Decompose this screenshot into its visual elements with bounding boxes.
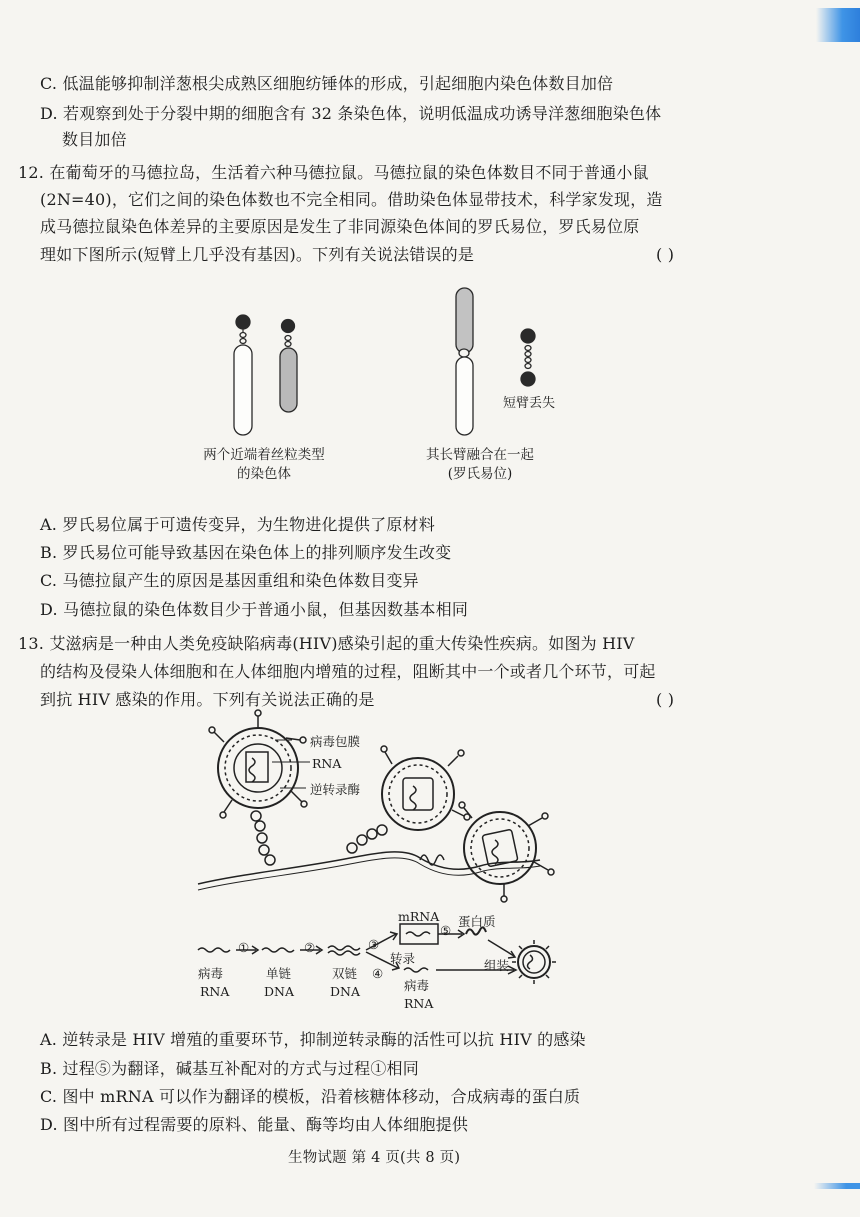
q12-answer-bracket: ( )	[656, 245, 675, 264]
step-2: ②	[304, 940, 316, 955]
q13-answer-bracket: ( )	[656, 690, 675, 709]
step-3: ③	[368, 937, 380, 952]
q13-stem: 13. 艾滋病是一种由人类免疫缺陷病毒(HIV)感染引起的重大传染性疾病。如图为 HIV	[18, 634, 635, 653]
label-ssdna-b: DNA	[264, 984, 294, 999]
q11-option-d: D. 若观察到处于分裂中期的细胞含有 32 条染色体，说明低温成功诱导洋葱细胞染色体	[40, 104, 662, 123]
q13-option-d: D. 图中所有过程需要的原料、能量、酶等均由人体细胞提供	[40, 1115, 469, 1134]
label-envelope: 病毒包膜	[310, 734, 361, 749]
q12-stem-3: 成马德拉鼠染色体差异的主要原因是发生了非同源染色体间的罗氏易位，罗氏易位原	[40, 217, 640, 236]
label-transcription: 转录	[390, 951, 416, 966]
q12-option-d: D. 马德拉鼠的染色体数目少于普通小鼠，但基因数基本相同	[40, 600, 469, 619]
label-dsdna-b: DNA	[330, 984, 360, 999]
q13-option-b: B. 过程⑤为翻译，碱基互补配对的方式与过程①相同	[40, 1059, 419, 1078]
caption-right-1: 其长臂融合在一起	[426, 447, 534, 463]
page-footer: 生物试题 第 4 页(共 8 页)	[288, 1150, 461, 1166]
label-dsdna: 双链	[332, 966, 358, 981]
label-short-arm-lost: 短臂丢失	[503, 396, 556, 411]
step-5: ⑤	[440, 923, 452, 938]
q13-stem-2: 的结构及侵染人体细胞和在人体细胞内增殖的过程，阻断其中一个或者几个环节，可起	[40, 662, 656, 681]
label-viral-rna-2: 病毒	[404, 978, 430, 993]
q12-option-b: B. 罗氏易位可能导致基因在染色体上的排列顺序发生改变	[40, 543, 452, 562]
hiv-particle	[209, 710, 307, 818]
label-protein: 蛋白质	[458, 914, 496, 929]
label-ssdna: 单链	[266, 966, 292, 981]
caption-left-1: 两个近端着丝粒类型	[203, 447, 325, 463]
q12-stem-2: (2N=40)，它们之间的染色体数也不完全相同。借助染色体显带技术，科学家发现，造	[40, 190, 663, 209]
q11-option-c: C. 低温能够抑制洋葱根尖成熟区细胞纺锤体的形成，引起细胞内染色体数目加倍	[40, 74, 614, 93]
label-viral-rna-2b: RNA	[404, 996, 434, 1011]
label-reverse-transcriptase: 逆转录酶	[310, 782, 361, 797]
q11-option-d-cont: 数目加倍	[62, 130, 127, 149]
q12-stem: 12. 在葡萄牙的马德拉岛，生活着六种马德拉鼠。马德拉鼠的染色体数目不同于普通小鼠	[18, 163, 649, 182]
label-mrna: mRNA	[398, 909, 440, 924]
label-viral-rna-b: RNA	[200, 984, 230, 999]
label-rna: RNA	[312, 756, 342, 771]
q13-option-c: C. 图中 mRNA 可以作为翻译的模板，沿着核糖体移动，合成病毒的蛋白质	[40, 1087, 581, 1106]
q12-option-c: C. 马德拉鼠产生的原因是基因重组和染色体数目变异	[40, 571, 419, 590]
q12-option-a: A. 罗氏易位属于可遗传变异，为生物进化提供了原材料	[40, 515, 435, 534]
cell-membrane	[198, 852, 540, 884]
caption-right-2: (罗氏易位)	[447, 466, 513, 482]
step-1: ①	[238, 940, 250, 955]
step-4: ④	[372, 966, 384, 981]
q13-option-a: A. 逆转录是 HIV 增殖的重要环节，抑制逆转录酶的活性可以抗 HIV 的感染	[40, 1030, 586, 1049]
label-assembly: 组装	[484, 958, 510, 973]
label-viral-rna: 病毒	[198, 966, 224, 981]
q12-stem-4: 理如下图所示(短臂上几乎没有基因)。下列有关说法错误的是	[40, 245, 475, 264]
caption-left-2: 的染色体	[237, 466, 291, 482]
q13-stem-3: 到抗 HIV 感染的作用。下列有关说法正确的是	[40, 690, 375, 709]
